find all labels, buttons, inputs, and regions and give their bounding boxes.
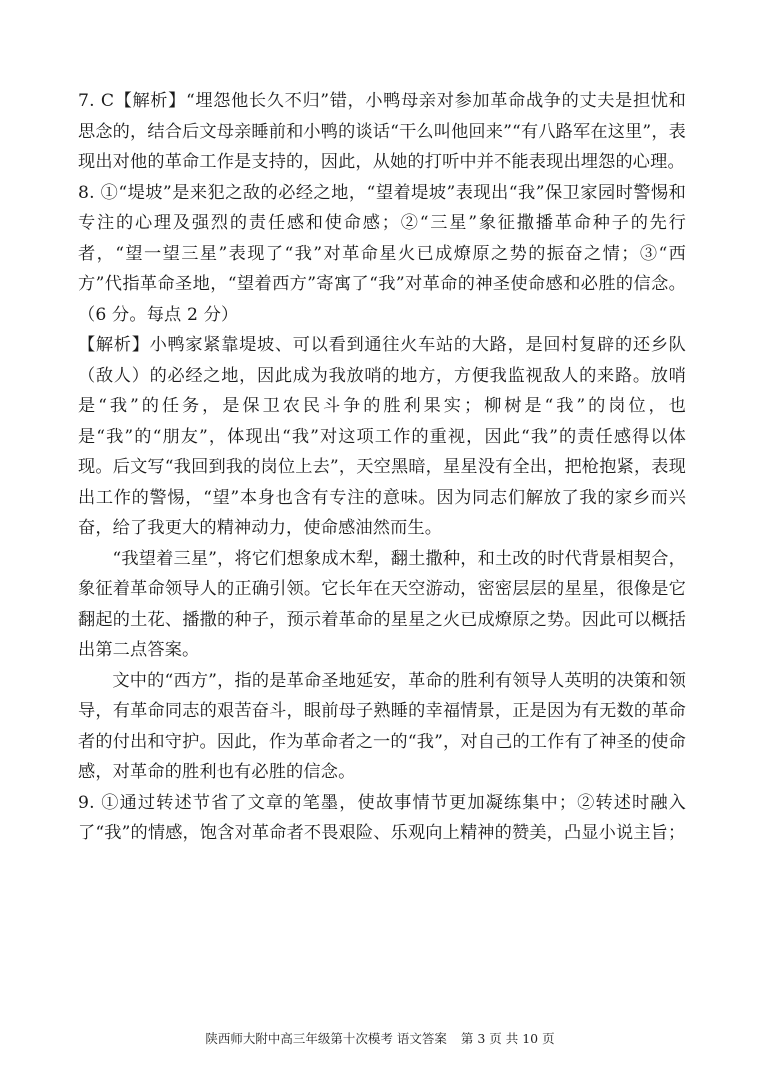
answer-text-body xyxy=(78,86,686,849)
footer-source: 陕西师大附中高三年级第十次模考 语文答案 xyxy=(205,1031,447,1046)
analysis-west-paragraph: 文中的“西方”，指的是革命圣地延安，革命的胜利有领导人英明的决策和领导，有革命同志的艰苦奋斗，眼前母子熟睡的幸福情景，正是因为有无数的革命者的付出和守护。因此，作为革命者之一的“我”，对自己的工作有了神圣的使命感，对革命的胜利也有必胜的信念。 xyxy=(78,670,686,782)
analysis-8-paragraph: 【解析】小鸭家紧靠堤坡、可以看到通往火车站的大路，是回村复辟的还乡队（敌人）的必经之地，因此成为我放哨的地方，方便我监视敌人的来路。放哨是“我”的任务，是保卫农民斗争的胜利果实；柳树是“我”的岗位，也是“我”的“朋友”，体现出“我”对这项工作的重视，因此“我”的责任感得以体现。后文写“我回到我的岗位上去”，天空黑暗，星星没有全出，把枪抱紧，表现出工作的警惕，“望”本身也含有专注的意味。因为同志们解放了我的家乡而兴奋，给了我更大的精神动力，使命感油然而生。 xyxy=(78,335,686,538)
answer-9-paragraph: 9. ①通过转述节省了文章的笔墨，使故事情节更加凝练集中；②转述时融入了“我”的情感，饱含对革命者不畏艰险、乐观向上精神的赞美，凸显小说主旨； xyxy=(78,792,686,843)
answer-8-paragraph: 8. ①“堤坡”是来犯之敌的必经之地，“望着堤坡”表现出“我”保卫家园时警惕和专注的心理及强烈的责任感和使命感；②“三星”象征撒播革命种子的先行者，“望一望三星”表现了“我”对革命星火已成燎原之势的振奋之情；③“西方”代指革命圣地，“望着西方”寄寓了“我”对革命的神圣使命感和必胜的信念。（6 分。每点 2 分） xyxy=(78,182,686,325)
footer-page-number: 第 3 页 共 10 页 xyxy=(460,1031,555,1046)
answer-7-paragraph: 7. C【解析】“埋怨他长久不归”错，小鸭母亲对参加革命战争的丈夫是担忧和思念的，结合后文母亲睡前和小鸭的谈话“干么叫他回来”“有八路军在这里”，表现出对他的革命工作是支持的，因此，从她的打听中并不能表现出埋怨的心理。 xyxy=(78,91,686,172)
analysis-three-stars-paragraph: “我望着三星”，将它们想象成木犁，翻土撒种，和土改的时代背景相契合，象征着革命领导人的正确引领。它长年在天空游动，密密层层的星星，很像是它翻起的土花、播撒的种子，预示着革命的星星之火已成燎原之势。因此可以概括出第二点答案。 xyxy=(78,548,686,660)
page-footer xyxy=(0,1031,760,1047)
